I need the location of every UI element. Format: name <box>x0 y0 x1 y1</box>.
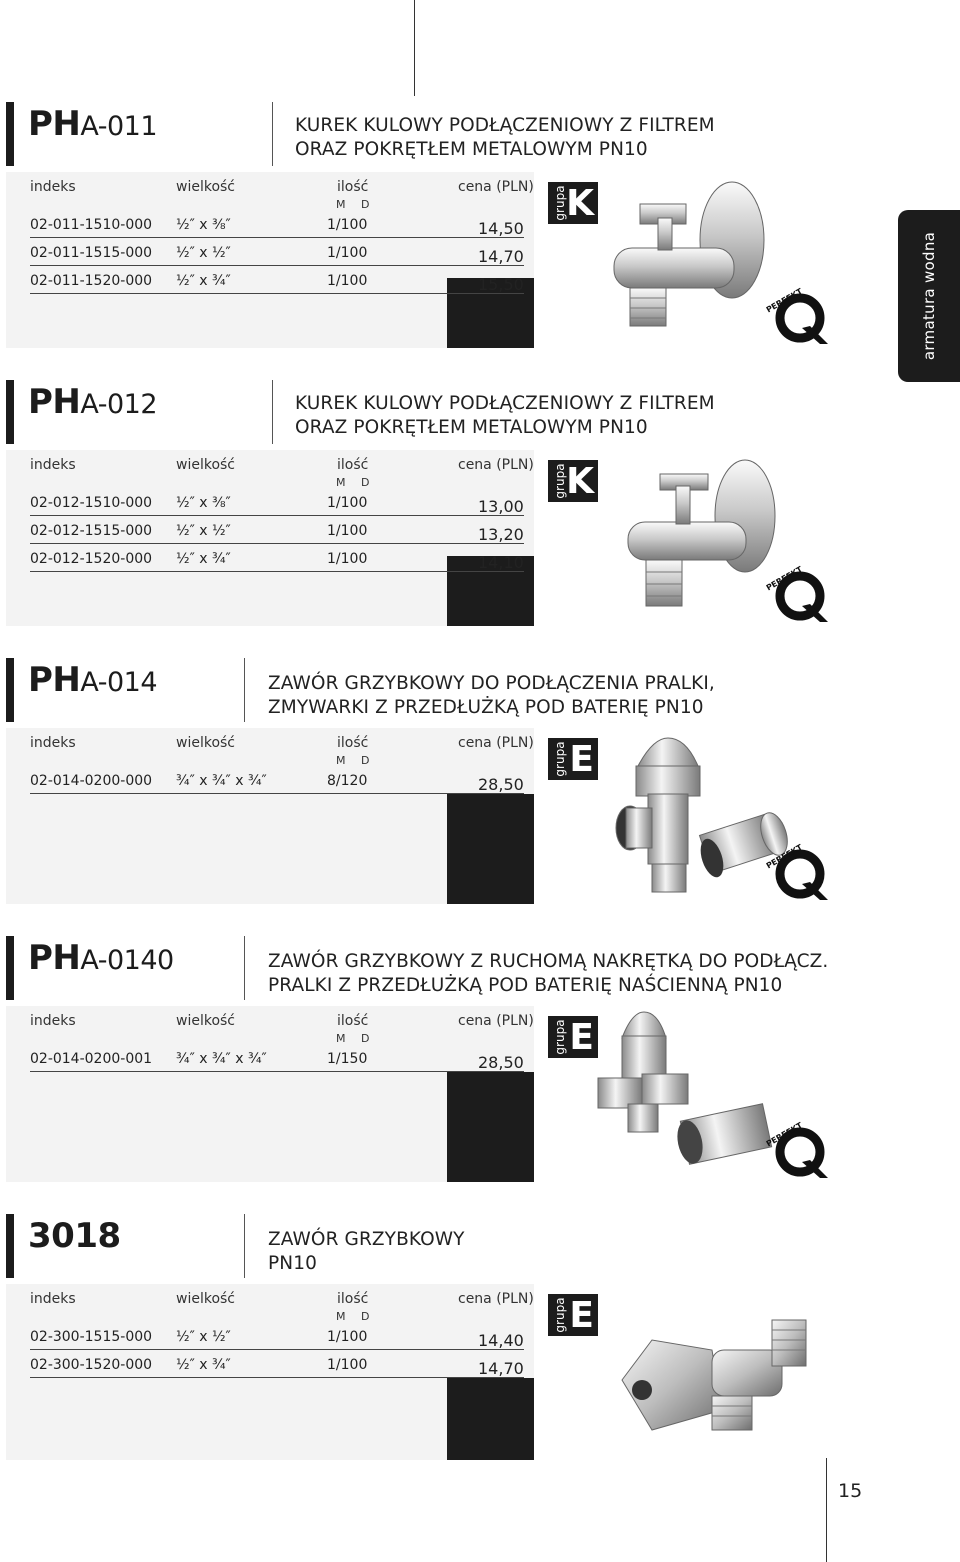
header-md: M D <box>336 476 376 489</box>
product-section <box>0 936 900 1182</box>
header-indeks: indeks <box>30 735 76 751</box>
ball-valve-image <box>604 178 774 338</box>
product-code: PHA-0140 <box>28 938 174 978</box>
perfekt-q-logo <box>762 276 832 346</box>
price-column-bg <box>447 794 534 904</box>
table-row: 02-300-1515-000 ½″ x ½″ 1/100 14,40 <box>30 1329 524 1350</box>
perfekt-q-logo <box>762 554 832 624</box>
product-code: PHA-011 <box>28 104 158 144</box>
grupa-badge: grupa K <box>548 460 598 502</box>
header-cena: cena (PLN) <box>458 1291 534 1307</box>
header-ilosc: ilość <box>337 179 369 195</box>
header-indeks: indeks <box>30 1291 76 1307</box>
section-marker <box>6 658 14 722</box>
header-indeks: indeks <box>30 457 76 473</box>
table-row: 02-012-1520-000 ½″ x ¾″ 1/100 14,10 <box>30 551 524 572</box>
product-code: PHA-014 <box>28 660 158 700</box>
header-md: M D <box>336 1310 376 1323</box>
header-ilosc: ilość <box>337 735 369 751</box>
table-row: 02-014-0200-000 ¾″ x ¾″ x ¾″ 8/120 28,50 <box>30 773 524 794</box>
svg-text:PERFEKT: PERFEKT <box>764 1120 804 1149</box>
header-cena: cena (PLN) <box>458 179 534 195</box>
grupa-badge: grupa E <box>548 1016 598 1058</box>
header-md: M D <box>336 198 376 211</box>
price-column-bg <box>447 1378 534 1460</box>
side-tab <box>898 210 960 382</box>
angle-valve-image <box>612 1300 832 1460</box>
product-title: ZAWÓR GRZYBKOWY DO PODŁĄCZENIA PRALKI, ZMYWARKI Z PRZEDŁUŻKĄ POD BATERIĘ PN10 <box>268 673 715 718</box>
header-ilosc: ilość <box>337 1013 369 1029</box>
section-marker <box>6 936 14 1000</box>
header-cena: cena (PLN) <box>458 735 534 751</box>
title-divider <box>244 658 245 722</box>
price-column-bg <box>447 1072 534 1182</box>
title-divider <box>272 102 273 166</box>
header-indeks: indeks <box>30 1013 76 1029</box>
grupa-badge: grupa E <box>548 1294 598 1336</box>
product-title: ZAWÓR GRZYBKOWY PN10 <box>268 1229 465 1274</box>
title-divider <box>244 936 245 1000</box>
header-ilosc: ilość <box>337 1291 369 1307</box>
svg-text:PERFEKT: PERFEKT <box>764 842 804 871</box>
top-divider <box>414 0 415 96</box>
table-row: 02-011-1520-000 ½″ x ¾″ 1/100 15,50 <box>30 273 524 294</box>
grupa-badge: grupa K <box>548 182 598 224</box>
table-row: 02-300-1520-000 ½″ x ¾″ 1/100 14,70 <box>30 1357 524 1378</box>
section-marker <box>6 1214 14 1278</box>
page-number-divider <box>826 1458 827 1562</box>
product-title: KUREK KULOWY PODŁĄCZENIOWY Z FILTREM ORAZ POKRĘTŁEM METALOWYM PN10 <box>295 393 715 438</box>
product-code: 3018 <box>28 1216 121 1256</box>
section-marker <box>6 102 14 166</box>
header-md: M D <box>336 754 376 767</box>
product-section <box>0 102 900 348</box>
table-row: 02-011-1515-000 ½″ x ½″ 1/100 14,70 <box>30 245 524 266</box>
product-title: KUREK KULOWY PODŁĄCZENIOWY Z FILTREM ORAZ POKRĘTŁEM METALOWYM PN10 <box>295 115 715 160</box>
header-cena: cena (PLN) <box>458 457 534 473</box>
title-divider <box>244 1214 245 1278</box>
svg-text:PERFEKT: PERFEKT <box>764 564 804 593</box>
table-row: 02-011-1510-000 ½″ x ⅜″ 1/100 14,50 <box>30 217 524 238</box>
section-marker <box>6 380 14 444</box>
table-row: 02-014-0200-001 ¾″ x ¾″ x ¾″ 1/150 28,50 <box>30 1051 524 1072</box>
product-section <box>0 380 900 626</box>
header-cena: cena (PLN) <box>458 1013 534 1029</box>
table-row: 02-012-1510-000 ½″ x ⅜″ 1/100 13,00 <box>30 495 524 516</box>
table-row: 02-012-1515-000 ½″ x ½″ 1/100 13,20 <box>30 523 524 544</box>
header-indeks: indeks <box>30 179 76 195</box>
grupa-badge: grupa E <box>548 738 598 780</box>
product-section <box>0 1214 900 1460</box>
header-wielkosc: wielkość <box>176 1291 236 1307</box>
header-wielkosc: wielkość <box>176 179 236 195</box>
svg-text:PERFEKT: PERFEKT <box>764 286 804 315</box>
header-wielkosc: wielkość <box>176 1013 236 1029</box>
header-wielkosc: wielkość <box>176 735 236 751</box>
perfekt-q-logo <box>762 1110 832 1180</box>
header-wielkosc: wielkość <box>176 457 236 473</box>
page-number: 15 <box>838 1480 863 1502</box>
perfekt-q-logo <box>762 832 832 902</box>
product-title: ZAWÓR GRZYBKOWY Z RUCHOMĄ NAKRĘTKĄ DO PODŁĄCZ. PRALKI Z PRZEDŁUŻKĄ POD BATERIĘ NAŚCIENNĄ PN10 <box>268 951 829 996</box>
side-tab-label: armatura wodna <box>920 231 938 361</box>
title-divider <box>272 380 273 444</box>
header-md: M D <box>336 1032 376 1045</box>
product-code: PHA-012 <box>28 382 158 422</box>
product-section <box>0 658 900 904</box>
header-ilosc: ilość <box>337 457 369 473</box>
